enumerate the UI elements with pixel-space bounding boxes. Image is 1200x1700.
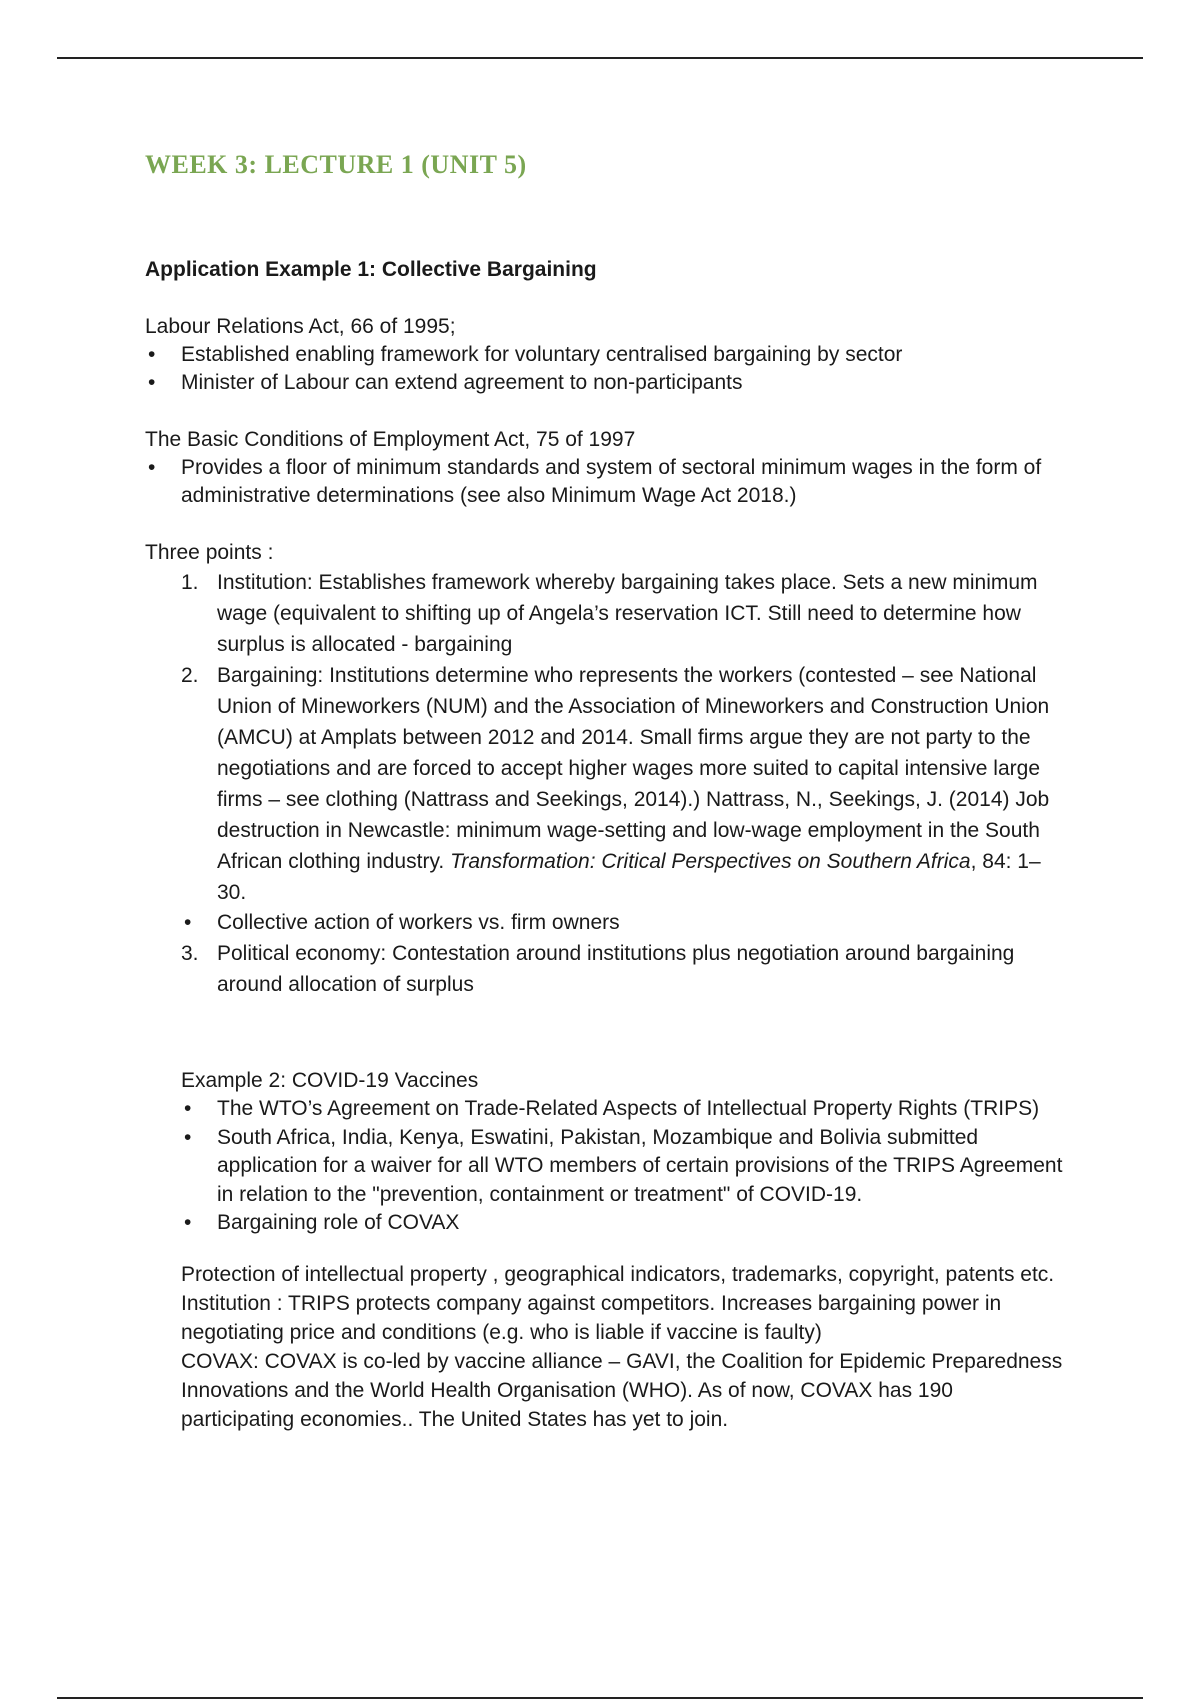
list-item: • The WTO’s Agreement on Trade-Related Aspects of Intellectual Property Rights (TRIPS) xyxy=(181,1095,1065,1124)
three-points-title: Three points : xyxy=(145,541,274,564)
list-item: • Minister of Labour can extend agreement to non-participants xyxy=(145,369,1065,397)
sub-bullet-list xyxy=(145,908,1065,938)
point-text: Bargaining: Institutions determine who represents the workers (contested – see National Union of Mineworkers (NUM) and the Association of Mineworkers and Construction Union (AMCU) at Amplats between 2012 and 2014. Small firms argue they are not party to the negotiations and are forced to accept higher wages more suited to capital intensive large firms – see clothing (Nattrass and Seekings, 2014).) Nattrass, N., Seekings, J. (2014) Job destruction in Newcastle: minimum wage-setting and low-wage employment in the South African clothing industry. xyxy=(217,664,1050,873)
example1-heading: Application Example 1: Collective Bargaining xyxy=(145,258,597,281)
example2-title: Example 2: COVID-19 Vaccines xyxy=(181,1069,479,1092)
bcea-title: The Basic Conditions of Employment Act, 75 of 1997 xyxy=(145,428,636,451)
list-item xyxy=(181,938,1065,1000)
page-title: WEEK 3: LECTURE 1 (UNIT 5) xyxy=(145,150,527,179)
list-number: 3. xyxy=(181,942,199,965)
example2-paragraph: Institution : TRIPS protects company against competitors. Increases bargaining power in negotiating price and conditions (e.g. who is liable if vaccine is faulty) xyxy=(181,1291,1002,1344)
journal-title: Transformation: Critical Perspectives on Southern Africa xyxy=(450,850,971,873)
top-rule xyxy=(57,57,1143,59)
example2-paragraph: COVAX: COVAX is co-led by vaccine alliance – GAVI, the Coalition for Epidemic Preparedness Innovations and the World Health Organisation (WHO). As of now, COVAX has 190 participating economies.. The United States has yet to join. xyxy=(181,1349,1063,1431)
point-text: Institution: Establishes framework whereby bargaining takes place. Sets a new minimum wage (equivalent to shifting up of Angela’s reservation ICT. Still need to determine how surplus is allocated - bargaining xyxy=(217,571,1038,656)
list-item: • Established enabling framework for voluntary centralised bargaining by sector xyxy=(145,341,1065,369)
lra-title: Labour Relations Act, 66 of 1995; xyxy=(145,315,456,338)
points-list-continued xyxy=(145,938,1065,1000)
list-item xyxy=(181,567,1065,660)
list-item: • Provides a floor of minimum standards and system of sectoral minimum wages in the form of administrative determinations (see also Minimum Wage Act 2018.) xyxy=(145,454,1065,510)
lra-bullet-list xyxy=(145,341,1065,397)
list-number: 1. xyxy=(181,571,199,594)
document-body xyxy=(145,255,1065,1434)
bcea-bullet-list xyxy=(145,454,1065,510)
citation-end: , 84: 1–30. xyxy=(217,850,1041,904)
list-number: 2. xyxy=(181,664,199,687)
bottom-rule xyxy=(57,1697,1143,1699)
list-item: • Bargaining role of COVAX xyxy=(181,1209,1065,1238)
list-item: • South Africa, India, Kenya, Eswatini, Pakistan, Mozambique and Bolivia submitted application for a waiver for all WTO members of certain provisions of the TRIPS Agreement in relation to the "prevention, containment or treatment" of COVID-19. xyxy=(181,1124,1065,1210)
list-item xyxy=(181,660,1065,908)
point-text: Political economy: Contestation around institutions plus negotiation around bargaining around allocation of surplus xyxy=(217,942,1015,996)
example2-bullet-list xyxy=(181,1095,1065,1238)
points-list xyxy=(145,567,1065,908)
example2-paragraph: Protection of intellectual property , geographical indicators, trademarks, copyright, patents etc. xyxy=(181,1262,1055,1286)
list-item: • Collective action of workers vs. firm owners xyxy=(145,908,1065,938)
